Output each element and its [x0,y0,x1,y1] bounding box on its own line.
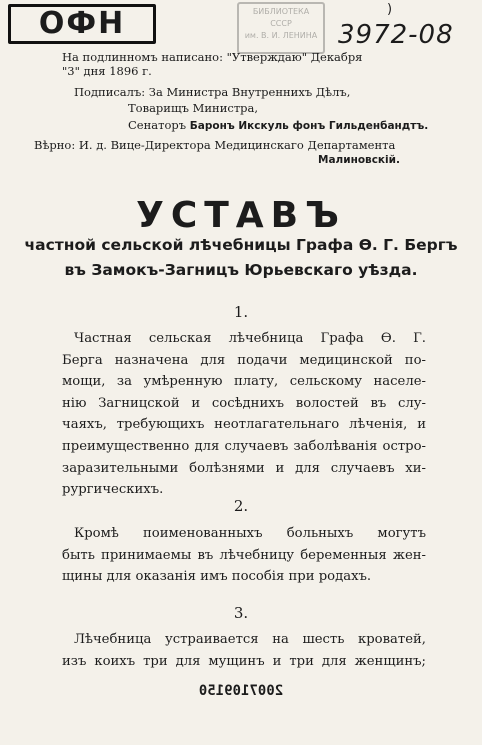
section-number: 2. [233,497,249,515]
text-line: чаяхъ, требующихъ неотлагательнаго лѣченія, и [62,417,426,433]
text-line: быть принимаемы въ лѣчебницу беременныя жен- [62,547,426,563]
text-line: рургическихъ. [62,482,164,498]
header-line-3: Подписалъ: За Министра Внутреннихъ Дѣлъ, [74,85,351,99]
section-2-text [62,523,426,588]
ofn-stamp: ОФН [8,4,156,44]
text-line: нію Загницской и сосѣднихъ волостей въ слу- [62,395,426,411]
signatory-name: Баронъ Икскуль фонъ Гильденбандтъ. [189,120,429,132]
subtitle-line-1: частной сельской лѣчебницы Графа Ѳ. Г. Бергъ [24,236,458,254]
section-3-text [62,629,426,672]
library-stamp [237,2,325,54]
text-line: Кромѣ поименованныхъ больныхъ могутъ [74,526,426,541]
library-stamp-line: БИБЛИОТЕКА [252,7,310,16]
header-line-5-prefix: Сенаторъ [128,118,187,132]
text-line: изъ коихъ три для мущинъ и три для женщинъ; [62,653,426,669]
top-mark: ) [387,2,393,17]
section-number: 3. [233,604,249,622]
header-line-4: Товарищъ Министра, [128,101,259,115]
text-line: Частная сельская лѣчебница Графа Ѳ. Г. [74,331,426,346]
header-line-1: На подлинномъ написано: "Утверждаю" Декабря [62,50,363,64]
text-line: преимущественно для случаевъ заболѣванія остро- [62,438,426,454]
header-line-2: "3" дня 1896 г. [62,64,152,78]
text-line: Лѣчебница устраивается на шесть кроватей, [74,632,426,647]
library-stamp-line: СССР [270,19,292,28]
subtitle-line-2: въ Замокъ-Загницъ Юрьевскаго уѣзда. [64,261,418,279]
text-line: щины для оказанія имъ пособія при родахъ. [62,569,372,585]
header-line-5 [128,118,428,133]
section-1-text [62,328,426,501]
text-line: заразительными болѣзнями и для случаевъ хи- [62,460,426,476]
library-stamp-line: им. В. И. ЛЕНИНА [244,31,318,40]
call-number: 3972-08 [338,20,454,50]
section-number: 1. [233,303,249,321]
header-line-6: Вѣрно: И. д. Вице-Директора Медицинскаго Департамента [34,138,396,152]
text-line: Берга назначена для подачи медицинской по- [62,352,426,368]
certifier-name: Малиновскій. [318,154,400,166]
document-title: УСТАВЪ [136,195,346,236]
text-line: мощи, за умѣренную плату, сельскому населе- [62,374,426,390]
barcode-number: 2007109150 [0,683,482,699]
